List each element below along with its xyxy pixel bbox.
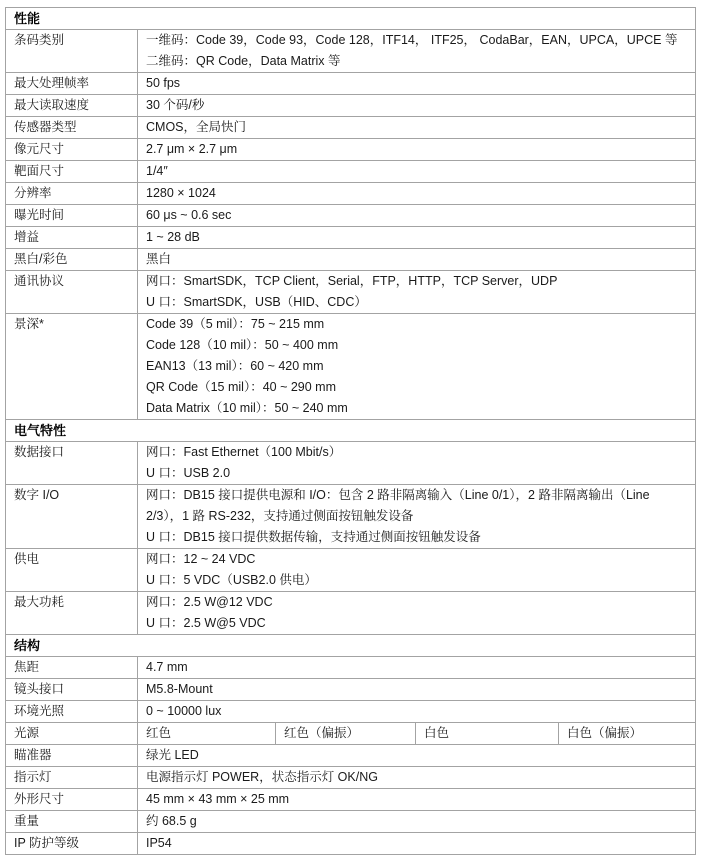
row-value [138, 657, 696, 679]
row-label: 曝光时间 [6, 205, 138, 227]
row-label: 传感器类型 [6, 117, 138, 139]
row-value [138, 117, 696, 139]
table-row [6, 701, 696, 723]
table-row [6, 249, 696, 271]
row-value [138, 701, 696, 723]
table-row [6, 767, 696, 789]
spec-line: QR Code（15 mil）：40 ~ 290 mm [146, 380, 337, 394]
row-value [138, 161, 696, 183]
row-value [138, 139, 696, 161]
section-header-row [6, 635, 696, 657]
row-value [138, 833, 696, 855]
table-row [6, 117, 696, 139]
section-title-structure: 结构 [6, 635, 696, 657]
section-header-row [6, 420, 696, 442]
section-title-electrical: 电气特性 [6, 420, 696, 442]
table-row [6, 833, 696, 855]
row-value [138, 205, 696, 227]
row-value [138, 227, 696, 249]
spec-line: 二维码：QR Code，Data Matrix 等 [146, 54, 341, 68]
row-label: 环境光照 [6, 701, 138, 723]
row-label: 镜头接口 [6, 679, 138, 701]
spec-line: 一维码：Code 39，Code 93，Code 128，ITF14， ITF25， CodaBar，EAN，UPCA，UPCE 等 [146, 33, 678, 47]
row-label: 数字 I/O [6, 485, 138, 549]
row-label: 靶面尺寸 [6, 161, 138, 183]
spec-line: 1 ~ 28 dB [146, 230, 200, 244]
row-value [138, 249, 696, 271]
row-value [138, 95, 696, 117]
spec-line: Code 39（5 mil）：75 ~ 215 mm [146, 317, 325, 331]
table-row [6, 549, 696, 592]
row-value [138, 767, 696, 789]
table-row [6, 30, 696, 73]
spec-line: 1/4″ [146, 164, 168, 178]
row-label: 数据接口 [6, 442, 138, 485]
row-label: 最大功耗 [6, 592, 138, 635]
spec-line: U 口：USB 2.0 [146, 466, 231, 480]
light-source-cell: 红色 [138, 723, 276, 745]
row-value [138, 745, 696, 767]
table-row [6, 811, 696, 833]
row-label: 最大读取速度 [6, 95, 138, 117]
spec-line: 1280 × 1024 [146, 186, 216, 200]
table-row [6, 745, 696, 767]
section-title-performance: 性能 [6, 8, 696, 30]
row-value [138, 73, 696, 95]
section-header-row [6, 8, 696, 30]
row-label: 外形尺寸 [6, 789, 138, 811]
row-value [138, 314, 696, 420]
table-row [6, 442, 696, 485]
light-source-cell: 白色 [416, 723, 559, 745]
row-value [138, 30, 696, 73]
table-row [6, 679, 696, 701]
row-label: 供电 [6, 549, 138, 592]
row-label: 指示灯 [6, 767, 138, 789]
spec-line: 网口：2.5 W@12 VDC [146, 595, 273, 609]
table-row [6, 139, 696, 161]
table-row [6, 271, 696, 314]
spec-line: 网口：DB15 接口提供电源和 I/O：包含 2 路非隔离输入（Line 0/1），2 路非隔离输出（Line 2/3），1 路 RS-232，支持通过侧面按钮触发设备 [146, 488, 650, 523]
table-row [6, 485, 696, 549]
row-label: 通讯协议 [6, 271, 138, 314]
row-value [138, 183, 696, 205]
row-value [138, 679, 696, 701]
spec-line: U 口：2.5 W@5 VDC [146, 616, 266, 630]
table-row [6, 205, 696, 227]
table-row [6, 592, 696, 635]
spec-line: 4.7 mm [146, 660, 188, 674]
row-label: 分辨率 [6, 183, 138, 205]
table-row [6, 657, 696, 679]
spec-line: 60 μs ~ 0.6 sec [146, 208, 232, 222]
spec-line: CMOS，全局快门 [146, 120, 247, 134]
row-label: 像元尺寸 [6, 139, 138, 161]
table-row [6, 789, 696, 811]
table-row [6, 314, 696, 420]
row-label: 黑白/彩色 [6, 249, 138, 271]
light-source-cell: 红色（偏振） [276, 723, 416, 745]
table-row [6, 183, 696, 205]
table-row [6, 161, 696, 183]
spec-line: U 口：5 VDC（USB2.0 供电） [146, 573, 317, 587]
spec-line: 网口：Fast Ethernet（100 Mbit/s） [146, 445, 342, 459]
spec-line: 网口：12 ~ 24 VDC [146, 552, 256, 566]
spec-line: Code 128（10 mil）：50 ~ 400 mm [146, 338, 339, 352]
light-source-cell: 白色（偏振） [559, 723, 696, 745]
spec-line: Data Matrix（10 mil）：50 ~ 240 mm [146, 401, 348, 415]
row-label: 景深* [6, 314, 138, 420]
row-value [138, 592, 696, 635]
spec-line: 电源指示灯 POWER，状态指示灯 OK/NG [146, 770, 378, 784]
row-value [138, 442, 696, 485]
row-label: IP 防护等级 [6, 833, 138, 855]
row-label: 瞄准器 [6, 745, 138, 767]
row-value [138, 485, 696, 549]
spec-line: M5.8-Mount [146, 682, 213, 696]
row-value [138, 811, 696, 833]
table-row [6, 73, 696, 95]
spec-line: 50 fps [146, 76, 181, 90]
table-row [6, 95, 696, 117]
row-label: 最大处理帧率 [6, 73, 138, 95]
table-row light-source-row [6, 723, 696, 745]
spec-line: U 口：DB15 接口提供数据传输，支持通过侧面按钮触发设备 [146, 530, 481, 544]
row-label: 增益 [6, 227, 138, 249]
row-value [138, 549, 696, 592]
spec-table [5, 7, 696, 855]
row-value [138, 271, 696, 314]
spec-line: 2.7 μm × 2.7 μm [146, 142, 238, 156]
spec-line: 45 mm × 43 mm × 25 mm [146, 792, 290, 806]
row-label: 光源 [6, 723, 138, 745]
spec-line: 绿光 LED [146, 748, 199, 762]
spec-line: IP54 [146, 836, 172, 850]
row-value [138, 789, 696, 811]
row-label: 条码类别 [6, 30, 138, 73]
spec-line: 黑白 [146, 252, 172, 266]
spec-line: 0 ~ 10000 lux [146, 704, 222, 718]
row-label: 重量 [6, 811, 138, 833]
spec-line: 网口：SmartSDK，TCP Client，Serial，FTP，HTTP，TCP Server，UDP [146, 274, 558, 288]
spec-line: 约 68.5 g [146, 814, 197, 828]
spec-line: 30 个码/秒 [146, 98, 205, 112]
spec-line: EAN13（13 mil）：60 ~ 420 mm [146, 359, 324, 373]
spec-line: U 口：SmartSDK，USB（HID、CDC） [146, 295, 367, 309]
table-row [6, 227, 696, 249]
row-label: 焦距 [6, 657, 138, 679]
